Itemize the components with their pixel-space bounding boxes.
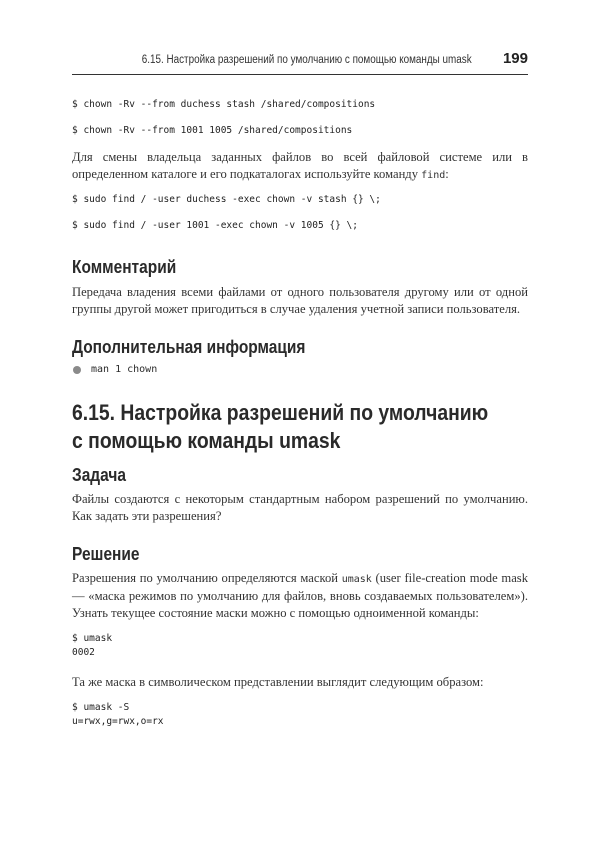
more-info-item: man 1 chown [91,364,158,375]
code-find-by-name: $ sudo find / -user duchess -exec chown -v stash {} \; [72,194,381,205]
paragraph-find-colon: : [445,167,449,181]
heading-solution: Решение [72,544,140,564]
heading-task: Задача [72,465,126,485]
running-header [72,50,528,75]
heading-comment: Комментарий [72,257,177,277]
code-find-by-id: $ sudo find / -user 1001 -exec chown -v 1005 {} \; [72,220,358,231]
paragraph-solution [72,570,528,622]
code-umask: $ umask 0002 [72,633,113,658]
page-content [72,98,528,729]
paragraph-symbolic: Та же маска в символическом представлении выглядит следующим образом: [72,675,484,689]
paragraph-solution-text-before: Разрешения по умолчанию определяются маской [72,571,342,585]
paragraph-find-intro [72,149,528,184]
inline-code-find: find [421,170,446,181]
running-header-title: 6.15. Настройка разрешений по умолчанию с помощью команды umask [142,54,472,66]
code-chown-by-name: $ chown -Rv --from duchess stash /shared/compositions [72,99,376,110]
section-title-line1: 6.15. Настройка разрешений по умолчанию [72,400,489,425]
heading-more-info: Дополнительная информация [72,337,306,357]
paragraph-solution-text-after: (user file-creation mode mask — «маска режимов по умолчанию для файлов, вновь создаваемых пользователем»). Узнать текущее состояние маски можно с помощью одноименной команды: [72,571,528,620]
list-item [72,364,528,375]
inline-code-umask: umask [341,574,372,585]
paragraph-task: Файлы создаются с некоторым стандартным набором разрешений по умолчанию. Как задать эти разрешения? [72,492,528,523]
page-number: 199 [502,50,528,67]
code-chown-by-id: $ chown -Rv --from 1001 1005 /shared/compositions [72,125,353,136]
paragraph-find-text: Для смены владельца заданных файлов во всей файловой системе или в определенном каталоге и его подкаталогах используйте команду [72,150,528,181]
bullet-icon [73,366,81,374]
section-title-line2: с помощью команды umask [72,428,341,453]
code-umask-symbolic: $ umask -S u=rwx,g=rwx,o=rx [72,702,164,727]
paragraph-comment: Передача владения всеми файлами от одного пользователя другому или от одной группы другой может пригодиться в случае удаления учетной записи пользователя. [72,285,528,316]
